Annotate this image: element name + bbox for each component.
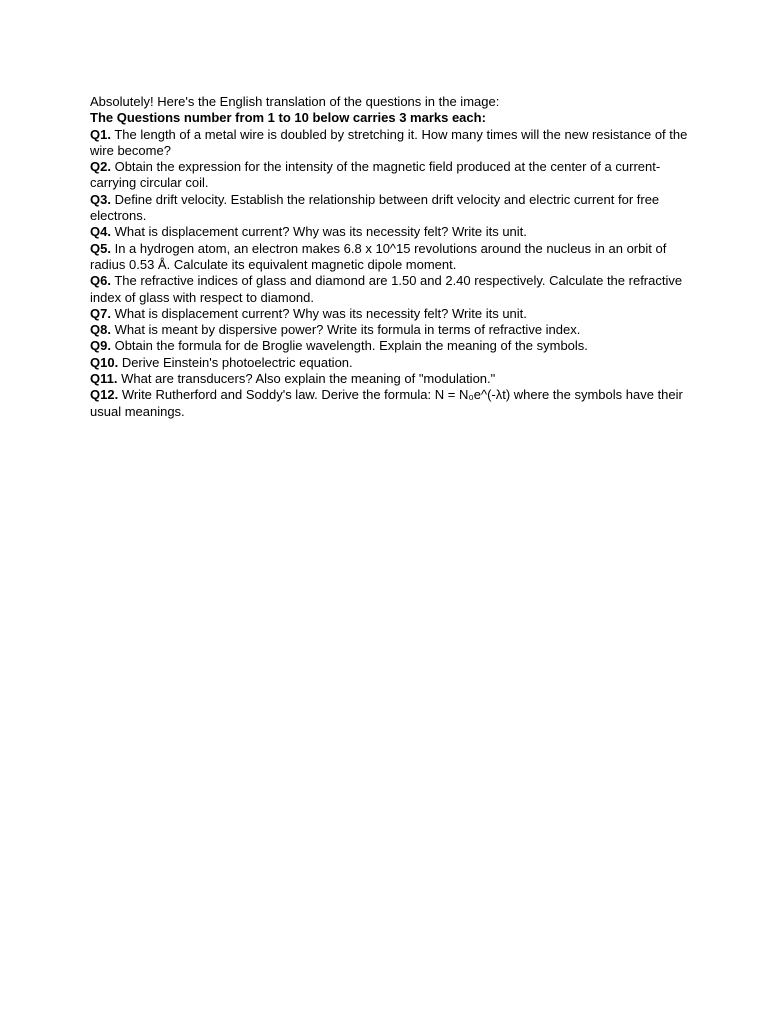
question-number: Q5.	[90, 240, 111, 256]
question-item	[90, 338, 690, 354]
section-heading: The Questions number from 1 to 10 below carries 3 marks each:	[90, 110, 486, 126]
question-item	[90, 192, 690, 225]
question-item	[90, 224, 690, 240]
question-number: Q3.	[90, 191, 111, 207]
question-number: Q11.	[90, 371, 118, 387]
question-item	[90, 387, 690, 420]
question-text: Obtain the formula for de Broglie wavelength. Explain the meaning of the symbols.	[114, 338, 588, 354]
question-item	[90, 127, 690, 160]
question-number: Q4.	[90, 224, 111, 240]
question-text: Write Rutherford and Soddy's law. Derive the formula: N = N₀e^(-λt) where the symbols have their usual meanings.	[90, 387, 683, 419]
question-text: What is displacement current? Why was its necessity felt? Write its unit.	[114, 224, 527, 240]
question-text: What is meant by dispersive power? Write its formula in terms of refractive index.	[114, 322, 581, 338]
question-text: In a hydrogen atom, an electron makes 6.8 x 10^15 revolutions around the nucleus in an orbit of radius 0.53 Å. Calculate its equivalent magnetic dipole moment.	[90, 240, 667, 272]
question-item	[90, 371, 690, 387]
question-text: Derive Einstein's photoelectric equation.	[121, 354, 353, 370]
question-text: Define drift velocity. Establish the relationship between drift velocity and electric current for free electrons.	[90, 191, 660, 224]
question-item	[90, 241, 690, 274]
question-text: What is displacement current? Why was its necessity felt? Write its unit.	[114, 305, 527, 321]
intro-text: Absolutely! Here's the English translation of the questions in the image:	[90, 94, 500, 109]
question-number: Q10.	[90, 354, 119, 370]
question-number: Q1.	[90, 126, 111, 142]
question-item	[90, 306, 690, 322]
question-text: The length of a metal wire is doubled by stretching it. How many times will the new resistance of the wire become?	[90, 126, 688, 158]
question-number: Q8.	[90, 322, 111, 338]
question-text: What are transducers? Also explain the meaning of "modulation."	[121, 371, 496, 387]
question-number: Q7.	[90, 305, 111, 321]
question-item	[90, 322, 690, 338]
question-item	[90, 273, 690, 306]
question-number: Q6.	[90, 273, 111, 289]
question-item	[90, 159, 690, 192]
question-number: Q9.	[90, 338, 111, 354]
question-item	[90, 355, 690, 371]
question-number: Q12.	[90, 387, 119, 403]
question-text: The refractive indices of glass and diamond are 1.50 and 2.40 respectively. Calculate the refractive index of glass with respect to diamond.	[90, 273, 683, 305]
question-number: Q2.	[90, 159, 111, 175]
question-text: Obtain the expression for the intensity of the magnetic field produced at the center of a current-carrying circular coil.	[90, 159, 661, 191]
document-body	[90, 94, 690, 420]
